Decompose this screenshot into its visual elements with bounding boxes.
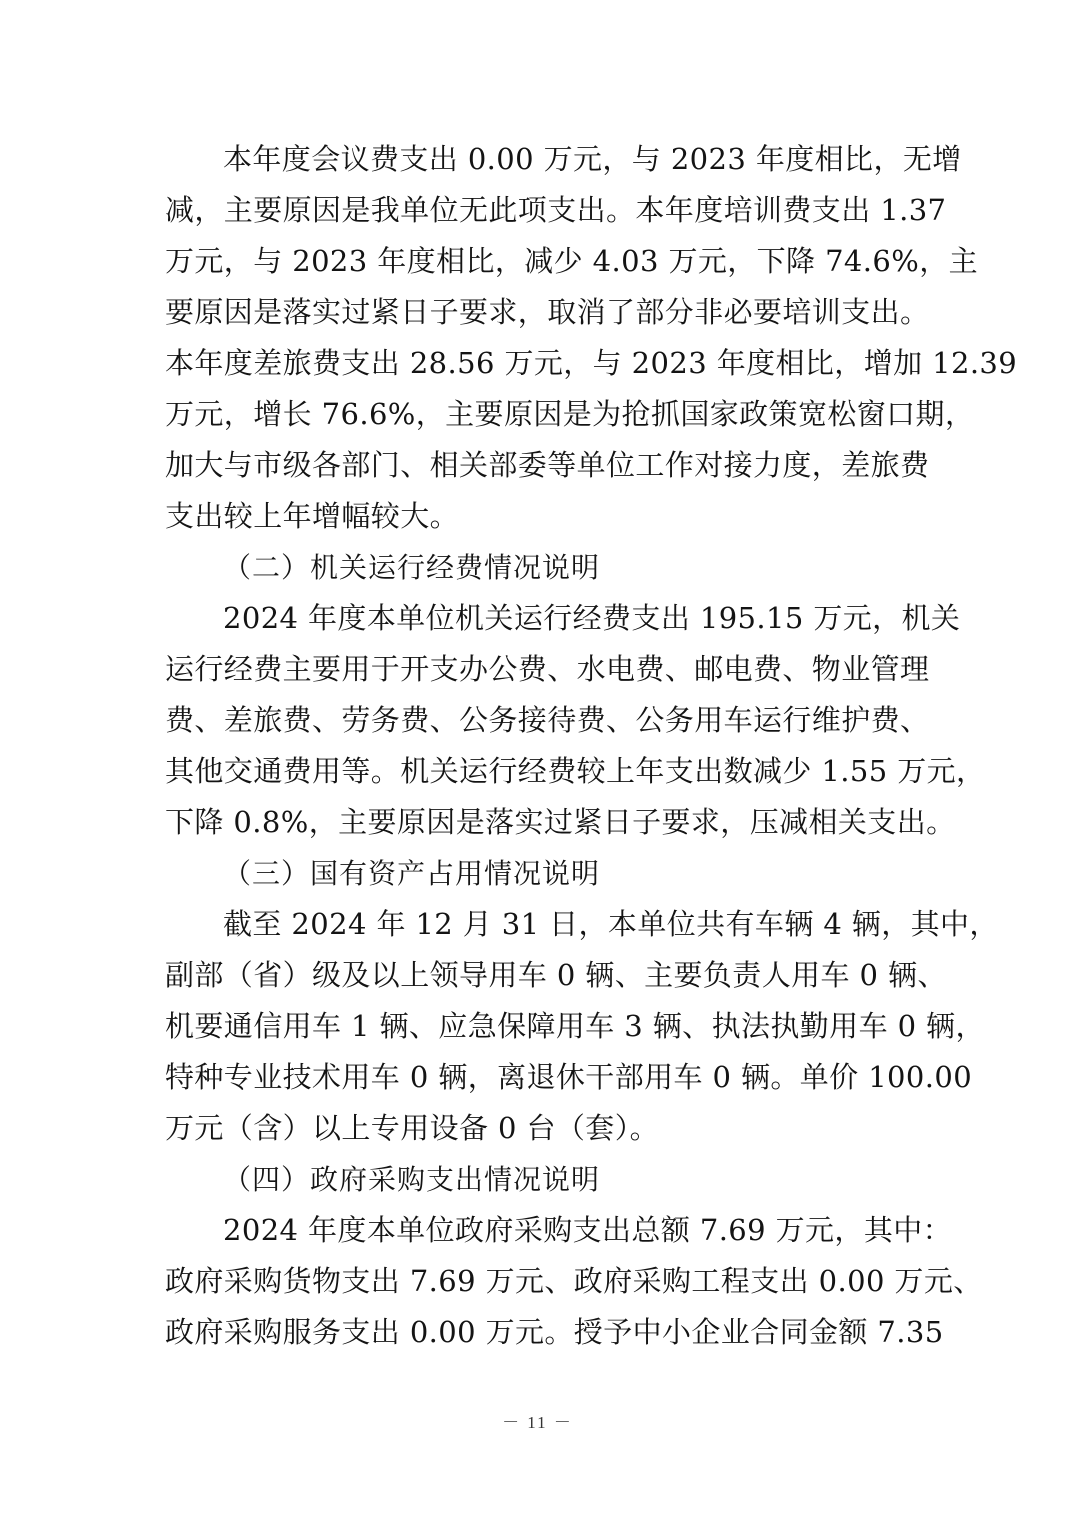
paragraph-line: 本年度会议费支出 0.00 万元，与 2023 年度相比，无增 <box>223 142 962 176</box>
paragraph-line: 本年度差旅费支出 28.56 万元，与 2023 年度相比，增加 12.39 <box>165 346 1018 380</box>
paragraph-line: 万元，增长 76.6%，主要原因是为抢抓国家政策宽松窗口期， <box>165 397 975 431</box>
paragraph-line: 要原因是落实过紧日子要求，取消了部分非必要培训支出。 <box>165 295 930 329</box>
page-number: － 11 － <box>502 1413 573 1432</box>
section-heading-government-procurement: （四）政府采购支出情况说明 <box>223 1163 601 1196</box>
paragraph-state-assets <box>165 899 999 1154</box>
paragraph-line: 政府采购货物支出 7.69 万元、政府采购工程支出 0.00 万元、 <box>165 1264 983 1298</box>
paragraph-line: 特种专业技术用车 0 辆，离退休干部用车 0 辆。单价 100.00 <box>165 1060 973 1094</box>
paragraph-government-procurement <box>165 1205 983 1358</box>
paragraph-line: 截至 2024 年 12 月 31 日，本单位共有车辆 4 辆，其中， <box>223 907 999 941</box>
paragraph-line: 运行经费主要用于开支办公费、水电费、邮电费、物业管理 <box>165 652 930 686</box>
paragraph-line: 减，主要原因是我单位无此项支出。本年度培训费支出 1.37 <box>165 193 947 227</box>
paragraph-line: 机要通信用车 1 辆、应急保障用车 3 辆、执法执勤用车 0 辆， <box>165 1009 985 1043</box>
paragraph-line: 下降 0.8%，主要原因是落实过紧日子要求，压减相关支出。 <box>165 805 956 839</box>
paragraph-line: 政府采购服务支出 0.00 万元。授予中小企业合同金额 7.35 <box>165 1315 944 1349</box>
paragraph-line: 副部（省）级及以上领导用车 0 辆、主要负责人用车 0 辆、 <box>165 958 947 992</box>
paragraph-line: 加大与市级各部门、相关部委等单位工作对接力度，差旅费 <box>165 448 930 482</box>
paragraph-operating-expenses <box>165 593 986 848</box>
section-heading-operating-expenses: （二）机关运行经费情况说明 <box>223 551 601 584</box>
paragraph-line: 费、差旅费、劳务费、公务接待费、公务用车运行维护费、 <box>165 703 930 737</box>
paragraph-line: 支出较上年增幅较大。 <box>165 499 460 533</box>
paragraph-line: 2024 年度本单位政府采购支出总额 7.69 万元，其中： <box>223 1213 953 1247</box>
paragraph-line: 其他交通费用等。机关运行经费较上年支出数减少 1.55 万元， <box>165 754 986 788</box>
paragraph-line: 万元，与 2023 年度相比，减少 4.03 万元，下降 74.6%，主 <box>165 244 978 278</box>
paragraph-meeting-training-travel-expenses <box>165 134 1018 542</box>
paragraph-line: 万元（含）以上专用设备 0 台（套）。 <box>165 1111 659 1145</box>
paragraph-line: 2024 年度本单位机关运行经费支出 195.15 万元，机关 <box>223 601 961 635</box>
section-heading-state-assets: （三）国有资产占用情况说明 <box>223 857 601 890</box>
document-body <box>165 134 1018 1358</box>
